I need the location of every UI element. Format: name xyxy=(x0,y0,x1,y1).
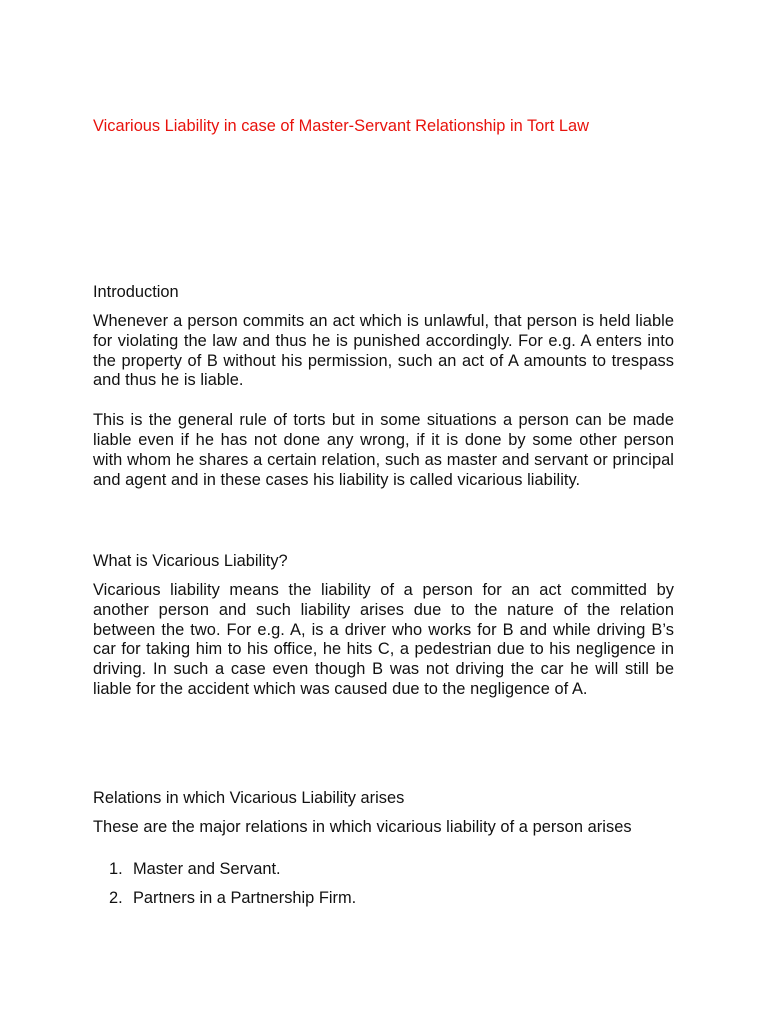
paragraph: These are the major relations in which vicarious liability of a person arises xyxy=(93,818,632,836)
list-item xyxy=(93,889,674,909)
list-item-number: 2. xyxy=(109,888,123,907)
paragraph: Vicarious liability means the liability of a person for an act committed by another person and such liability arises due to the nature of the relation between the two. For e.g. A, is a driver who works for B and while driving B’s car for taking him to his office, he hits C, a pedestrian due to his negligence in driving. In such a case even though B was not driving the car he will still be liable for the accident which was caused due to the negligence of A. xyxy=(93,581,674,698)
paragraph: This is the general rule of torts but in some situations a person can be made liable even if he has not done any wrong, if it is done by some other person with whom he shares a certain relation, such as master and servant or principal and agent and in these cases his liability is called vicarious liability. xyxy=(93,411,674,489)
section-heading: What is Vicarious Liability? xyxy=(93,552,288,570)
paragraph: Whenever a person commits an act which is unlawful, that person is held liable for violating the law and thus he is punished accordingly. For e.g. A enters into the property of B without his permission, such an act of A amounts to trespass and thus he is liable. xyxy=(93,312,674,390)
section-relations xyxy=(93,788,674,908)
document-title: Vicarious Liability in case of Master-Servant Relationship in Tort Law xyxy=(93,117,589,135)
list-item-text: Master and Servant. xyxy=(133,859,281,878)
section-heading: Relations in which Vicarious Liability arises xyxy=(93,789,405,807)
section-what-is-vicarious-liability xyxy=(93,551,674,700)
list-item xyxy=(93,860,674,880)
list-item-number: 1. xyxy=(109,859,123,878)
section-heading: Introduction xyxy=(93,283,179,301)
list-item-text: Partners in a Partnership Firm. xyxy=(133,888,357,907)
relations-list xyxy=(93,860,674,909)
section-introduction xyxy=(93,282,674,490)
